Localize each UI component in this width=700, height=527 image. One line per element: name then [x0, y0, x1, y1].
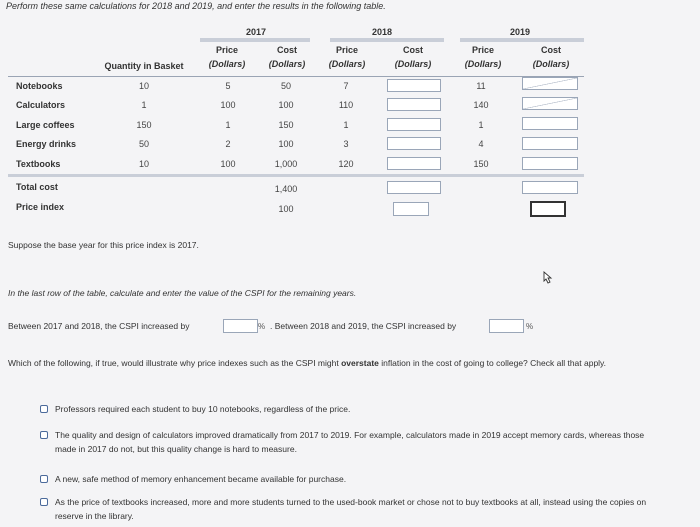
- option-2-checkbox[interactable]: [40, 431, 48, 439]
- price-2019-energy-drinks: 4: [478, 139, 484, 149]
- cost-2019-large-coffees-input[interactable]: [522, 117, 578, 130]
- qty-calculators: 1: [141, 100, 147, 110]
- option-3-checkbox[interactable]: [40, 475, 48, 483]
- cost-2018-textbooks-input[interactable]: [387, 157, 441, 170]
- cost-2018-energy-drinks-input[interactable]: [387, 137, 441, 150]
- row-label-notebooks: Notebooks: [16, 81, 63, 91]
- question-text: Which of the following, if true, would illustrate why price indexes such as the CSPI might overstate inflation in the cost of going to college? Check all that apply.: [8, 358, 607, 368]
- col-price-2018-header: Price (Dollars): [328, 45, 366, 69]
- price-2019-large-coffees: 1: [478, 120, 484, 130]
- base-year-note: Suppose the base year for this price index is 2017.: [8, 240, 199, 250]
- col-cost-2018-header: Cost (Dollars): [394, 45, 432, 69]
- row-label-energy-drinks: Energy drinks: [16, 139, 77, 149]
- option-4-checkbox[interactable]: [40, 498, 48, 506]
- price-index-label: Price index: [16, 202, 65, 212]
- price-2019-calculators: 140: [473, 100, 489, 110]
- cost-2019-notebooks-input[interactable]: [522, 77, 578, 90]
- col-price-2017-header: Price (Dollars): [208, 45, 246, 69]
- year-2018-header: 2018: [371, 27, 393, 37]
- price-2017-energy-drinks: 2: [225, 139, 231, 149]
- year-2019-bar: [460, 38, 584, 42]
- price-2017-calculators: 100: [220, 100, 236, 110]
- row-label-calculators: Calculators: [16, 100, 66, 110]
- cost-2018-large-coffees-input[interactable]: [387, 118, 441, 131]
- price-2018-calculators: 110: [338, 100, 354, 110]
- cost-2017-large-coffees: 150: [278, 120, 294, 130]
- row-label-textbooks: Textbooks: [16, 159, 61, 169]
- cost-2019-textbooks-input[interactable]: [522, 157, 578, 170]
- instruction-text: Perform these same calculations for 2018 and 2019, and enter the results in the following table.: [6, 1, 386, 11]
- year-2018-bar: [330, 38, 444, 42]
- price-2018-large-coffees: 1: [343, 120, 349, 130]
- increase-text-2: . Between 2018 and 2019, the CSPI increased by: [270, 321, 457, 331]
- option-1-checkbox[interactable]: [40, 405, 48, 413]
- price-2018-notebooks: 7: [343, 81, 349, 91]
- option-1-label: Professors required each student to buy 10 notebooks, regardless of the price.: [55, 404, 351, 414]
- cspi-increase-2018-2019-input[interactable]: [489, 319, 524, 333]
- cost-2019-calculators-input[interactable]: [522, 97, 578, 110]
- increase-text-1: Between 2017 and 2018, the CSPI increased by: [8, 321, 190, 331]
- qty-textbooks: 10: [138, 159, 149, 169]
- cost-2017-energy-drinks: 100: [278, 139, 294, 149]
- cost-2017-calculators: 100: [278, 100, 294, 110]
- qty-energy-drinks: 50: [138, 139, 149, 149]
- price-index-2018-input[interactable]: [393, 202, 429, 216]
- cost-2018-notebooks-input[interactable]: [387, 79, 441, 92]
- year-2017-bar: [200, 38, 310, 42]
- cost-2018-calculators-input[interactable]: [387, 98, 441, 111]
- mouse-cursor-icon: [541, 271, 555, 285]
- percent-sign-2: %: [526, 322, 534, 331]
- option-2-label: The quality and design of calculators improved dramatically from 2017 to 2019. For example, calculators made in 2019 accept memory cards, whereas those made in 2017 do not, but this quality change is hard to measure.: [55, 430, 645, 454]
- price-2018-textbooks: 120: [338, 159, 354, 169]
- total-divider: [8, 174, 584, 177]
- header-divider: [8, 76, 584, 77]
- year-2017-header: 2017: [245, 27, 267, 37]
- qty-notebooks: 10: [138, 81, 149, 91]
- price-2018-energy-drinks: 3: [343, 139, 349, 149]
- price-index-2017: 100: [278, 204, 294, 214]
- cost-2017-notebooks: 50: [280, 81, 291, 91]
- row-label-large-coffees: Large coffees: [16, 120, 75, 130]
- price-2019-notebooks: 11: [476, 81, 486, 91]
- price-2017-large-coffees: 1: [225, 120, 231, 130]
- cost-2017-textbooks: 1,000: [274, 159, 298, 169]
- col-cost-2017-header: Cost (Dollars): [268, 45, 306, 69]
- last-row-prompt: In the last row of the table, calculate and enter the value of the CSPI for the remaining years.: [8, 288, 357, 298]
- qty-large-coffees: 150: [136, 120, 152, 130]
- total-cost-2019-input[interactable]: [522, 181, 578, 194]
- total-cost-2017: 1,400: [274, 184, 298, 194]
- col-price-2019-header: Price (Dollars): [464, 45, 502, 69]
- price-index-2019-input[interactable]: [530, 201, 566, 217]
- col-cost-2019-header: Cost (Dollars): [532, 45, 570, 69]
- price-2017-textbooks: 100: [220, 159, 236, 169]
- total-cost-label: Total cost: [16, 182, 58, 192]
- price-2019-textbooks: 150: [473, 159, 489, 169]
- option-4-label: As the price of textbooks increased, more and more students turned to the used-book market or chose not to buy textbooks at all, instead using the copies on reserve in the library.: [55, 497, 647, 521]
- cost-2019-energy-drinks-input[interactable]: [522, 137, 578, 150]
- price-2017-notebooks: 5: [225, 81, 231, 91]
- year-2019-header: 2019: [509, 27, 531, 37]
- cspi-increase-2017-2018-input[interactable]: [223, 319, 258, 333]
- option-3-label: A new, safe method of memory enhancement became available for purchase.: [55, 474, 347, 484]
- col-quantity-header: Quantity in Basket: [104, 61, 184, 71]
- percent-sign-1: %: [258, 322, 266, 331]
- total-cost-2018-input[interactable]: [387, 181, 441, 194]
